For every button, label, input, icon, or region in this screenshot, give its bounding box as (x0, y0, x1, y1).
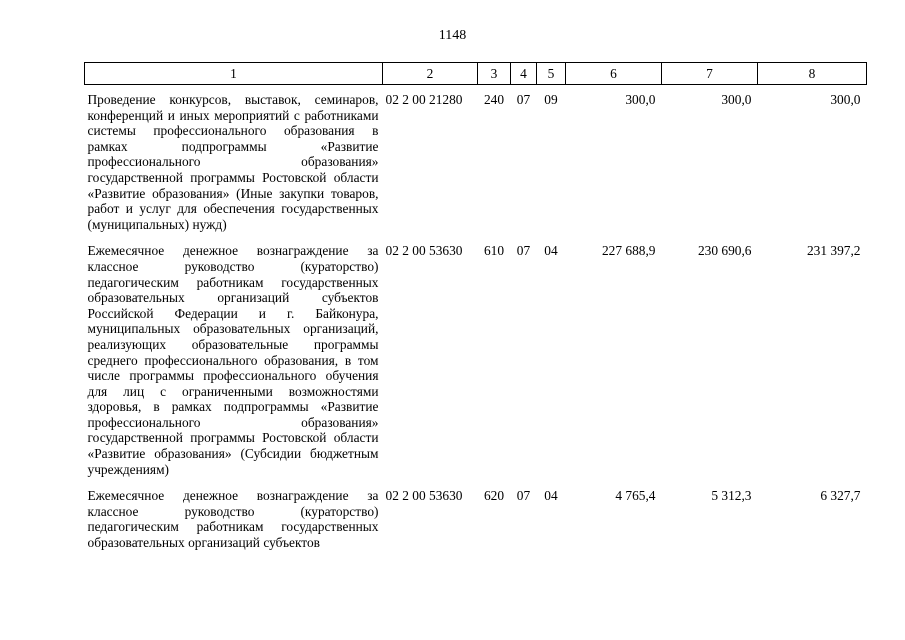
subsection: 09 (544, 92, 558, 107)
amount-year-3: 231 397,2 (806, 243, 861, 259)
table-row (85, 481, 867, 554)
subsection: 04 (544, 243, 558, 259)
subsection: 04 (544, 488, 558, 504)
amount-year-2: 5 312,3 (711, 488, 752, 504)
column-header: 1 (85, 63, 383, 85)
expense-type: 620 (483, 488, 505, 504)
amount-year-1: 300,0 (625, 92, 656, 107)
expense-type: 240 (483, 92, 505, 107)
column-header: 4 (511, 63, 537, 85)
table-row (85, 236, 867, 481)
target-code: 02 2 00 53630 (385, 488, 463, 504)
header-row (85, 63, 867, 85)
table-row (85, 85, 867, 237)
row-name: Проведение конкурсов, выставок, семинаров, конференций и иных мероприятий с работниками системы профессионального образования в рамках подпрограммы «Развитие профессионального образования» государственной программы Ростовской области «Развитие образования» (Иные закупки товаров, работ и услуг для обеспечения государственных (муниципальных) нужд) (87, 92, 379, 232)
column-header: 3 (478, 63, 511, 85)
column-header: 6 (566, 63, 662, 85)
amount-year-1: 4 765,4 (615, 488, 656, 504)
row-name: Ежемесячное денежное вознаграждение за классное руководство (кураторство) педагогическим работникам государственных образовательных организаций субъектов (87, 488, 379, 551)
amount-year-3: 300,0 (830, 92, 861, 107)
column-header: 8 (758, 63, 867, 85)
budget-table (84, 62, 867, 555)
target-code: 02 2 00 21280 (385, 92, 463, 107)
column-header: 2 (383, 63, 478, 85)
column-header: 5 (537, 63, 566, 85)
expense-type: 610 (483, 243, 505, 259)
column-header: 7 (662, 63, 758, 85)
section: 07 (516, 92, 531, 107)
section: 07 (516, 488, 531, 504)
section: 07 (516, 243, 531, 259)
amount-year-3: 6 327,7 (820, 488, 861, 504)
amount-year-1: 227 688,9 (601, 243, 656, 259)
page-number: 1148 (438, 28, 467, 43)
amount-year-2: 230 690,6 (697, 243, 752, 259)
target-code: 02 2 00 53630 (385, 243, 463, 259)
amount-year-2: 300,0 (721, 92, 752, 107)
row-name: Ежемесячное денежное вознаграждение за классное руководство (кураторство) педагогическим работникам государственных образовательных организаций субъектов Российской Федерации и г. Байконура, муниципальных образовательных организаций, реализующих образовательные программы среднего профессионального образования, в том числе программы профессионального обучения для лиц с ограниченными возможностями здоровья, в рамках подпрограммы «Развитие профессионального образования» государственной программы Ростовской области «Развитие образования» (Субсидии бюджетным учреждениям) (87, 243, 379, 477)
